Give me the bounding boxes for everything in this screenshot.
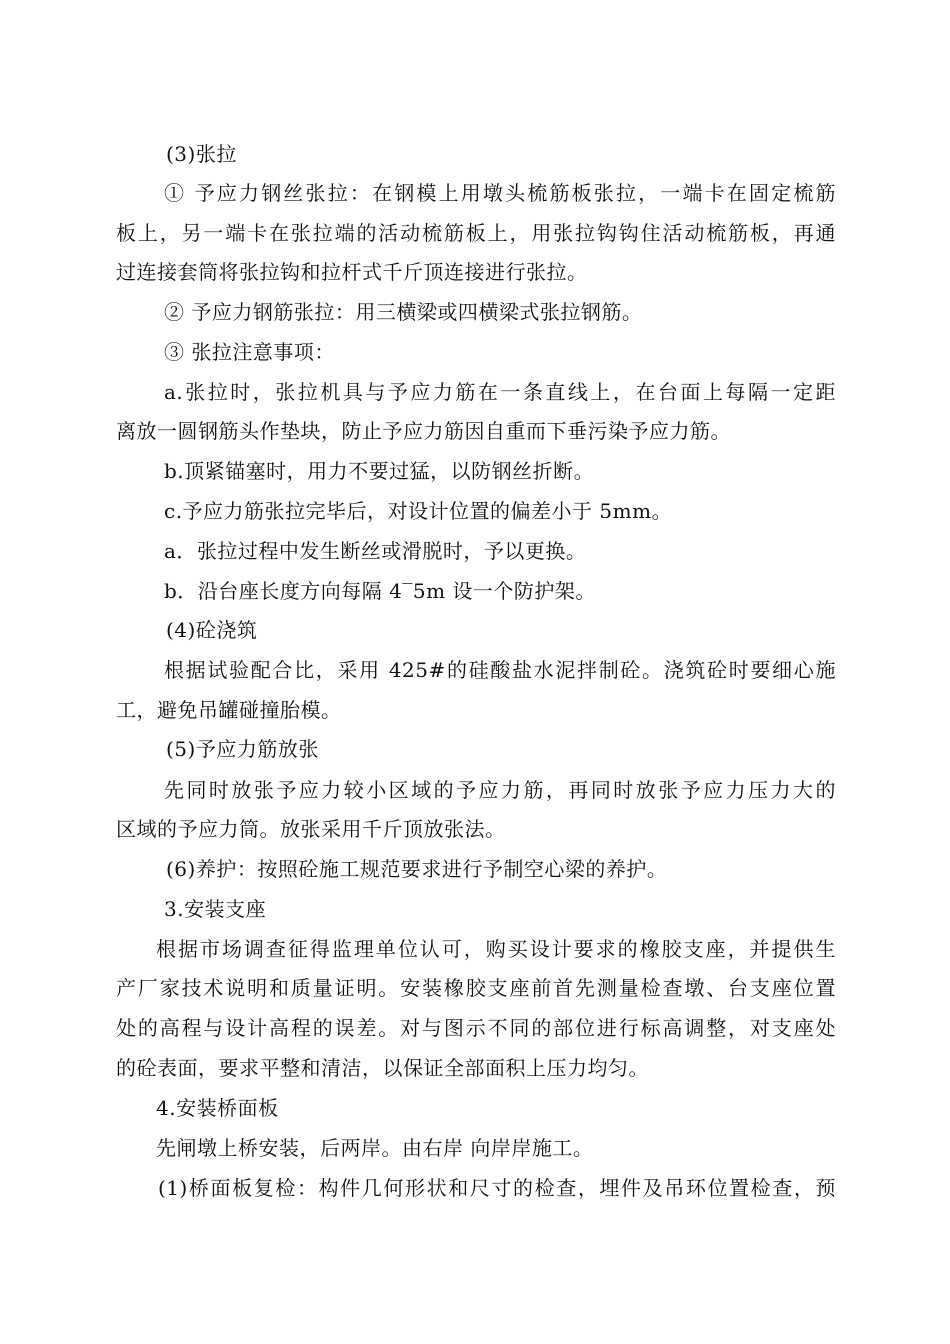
paragraph-line: 工，避免吊罐碰撞胎模。 bbox=[116, 698, 342, 722]
paragraph-line: 过连接套筒将张拉钩和拉杆式千斤顶连接进行张拉。 bbox=[116, 260, 588, 284]
paragraph-line: a．张拉过程中发生断丝或滑脱时，予以更换。 bbox=[164, 539, 587, 563]
paragraph-line: 根据试验配合比，采用 425#的硅酸盐水泥拌制砼。浇筑砼时要细心施 bbox=[164, 658, 836, 682]
paragraph-line: c.予应力筋张拉完毕后，对设计位置的偏差小于 5mm。 bbox=[164, 499, 673, 523]
heading-prestress-release: (5)予应力筋放张 bbox=[166, 737, 319, 761]
paragraph-line: ② 予应力钢筋张拉：用三横梁或四横梁式张拉钢筋。 bbox=[164, 300, 643, 324]
heading-install-bearing: 3.安装支座 bbox=[164, 897, 267, 921]
heading-concrete-pouring: (4)砼浇筑 bbox=[166, 618, 258, 642]
paragraph-line: 区域的予应力筒。放张采用千斤顶放张法。 bbox=[116, 817, 506, 841]
heading-tensioning: (3)张拉 bbox=[166, 142, 237, 166]
paragraph-line: 离放一圆钢筋头作垫块，防止予应力筋因自重而下垂污染予应力筋。 bbox=[116, 419, 731, 443]
paragraph-line: 产厂家技术说明和质量证明。安装橡胶支座前首先测量检查墩、台支座位置 bbox=[116, 976, 836, 1000]
paragraph-line: 先同时放张予应力较小区域的予应力筋，再同时放张予应力压力大的 bbox=[164, 778, 836, 802]
paragraph-line: 处的高程与设计高程的误差。对与图示不同的部位进行标高调整，对支座处 bbox=[116, 1016, 836, 1040]
paragraph-line: b．沿台座长度方向每隔 4‾5m 设一个防护架。 bbox=[164, 579, 596, 603]
paragraph-line: 先闸墩上桥安装，后两岸。由右岸 向岸岸施工。 bbox=[156, 1136, 594, 1160]
paragraph-line: 板上，另一端卡在张拉端的活动梳筋板上，用张拉钩钩住活动梳筋板，再通 bbox=[116, 221, 836, 245]
paragraph-line: 的砼表面，要求平整和清洁，以保证全部面积上压力均匀。 bbox=[116, 1056, 649, 1080]
heading-install-deck: 4.安装桥面板 bbox=[156, 1096, 279, 1120]
paragraph-line: a.张拉时，张拉机具与予应力筋在一条直线上，在台面上每隔一定距 bbox=[164, 380, 836, 404]
subheading-line: ③ 张拉注意事项： bbox=[164, 340, 335, 364]
heading-curing: (6)养护：按照砼施工规范要求进行予制空心梁的养护。 bbox=[166, 857, 668, 881]
paragraph-line: b.顶紧锚塞时，用力不要过猛，以防钢丝折断。 bbox=[164, 459, 595, 483]
paragraph-line: 根据市场调查征得监理单位认可，购买设计要求的橡胶支座，并提供生 bbox=[156, 937, 836, 961]
paragraph-line: (1)桥面板复检：构件几何形状和尺寸的检查，埋件及吊环位置检查，预 bbox=[158, 1176, 836, 1200]
paragraph-line: ① 予应力钢丝张拉：在钢模上用墩头梳筋板张拉，一端卡在固定梳筋 bbox=[164, 181, 836, 205]
